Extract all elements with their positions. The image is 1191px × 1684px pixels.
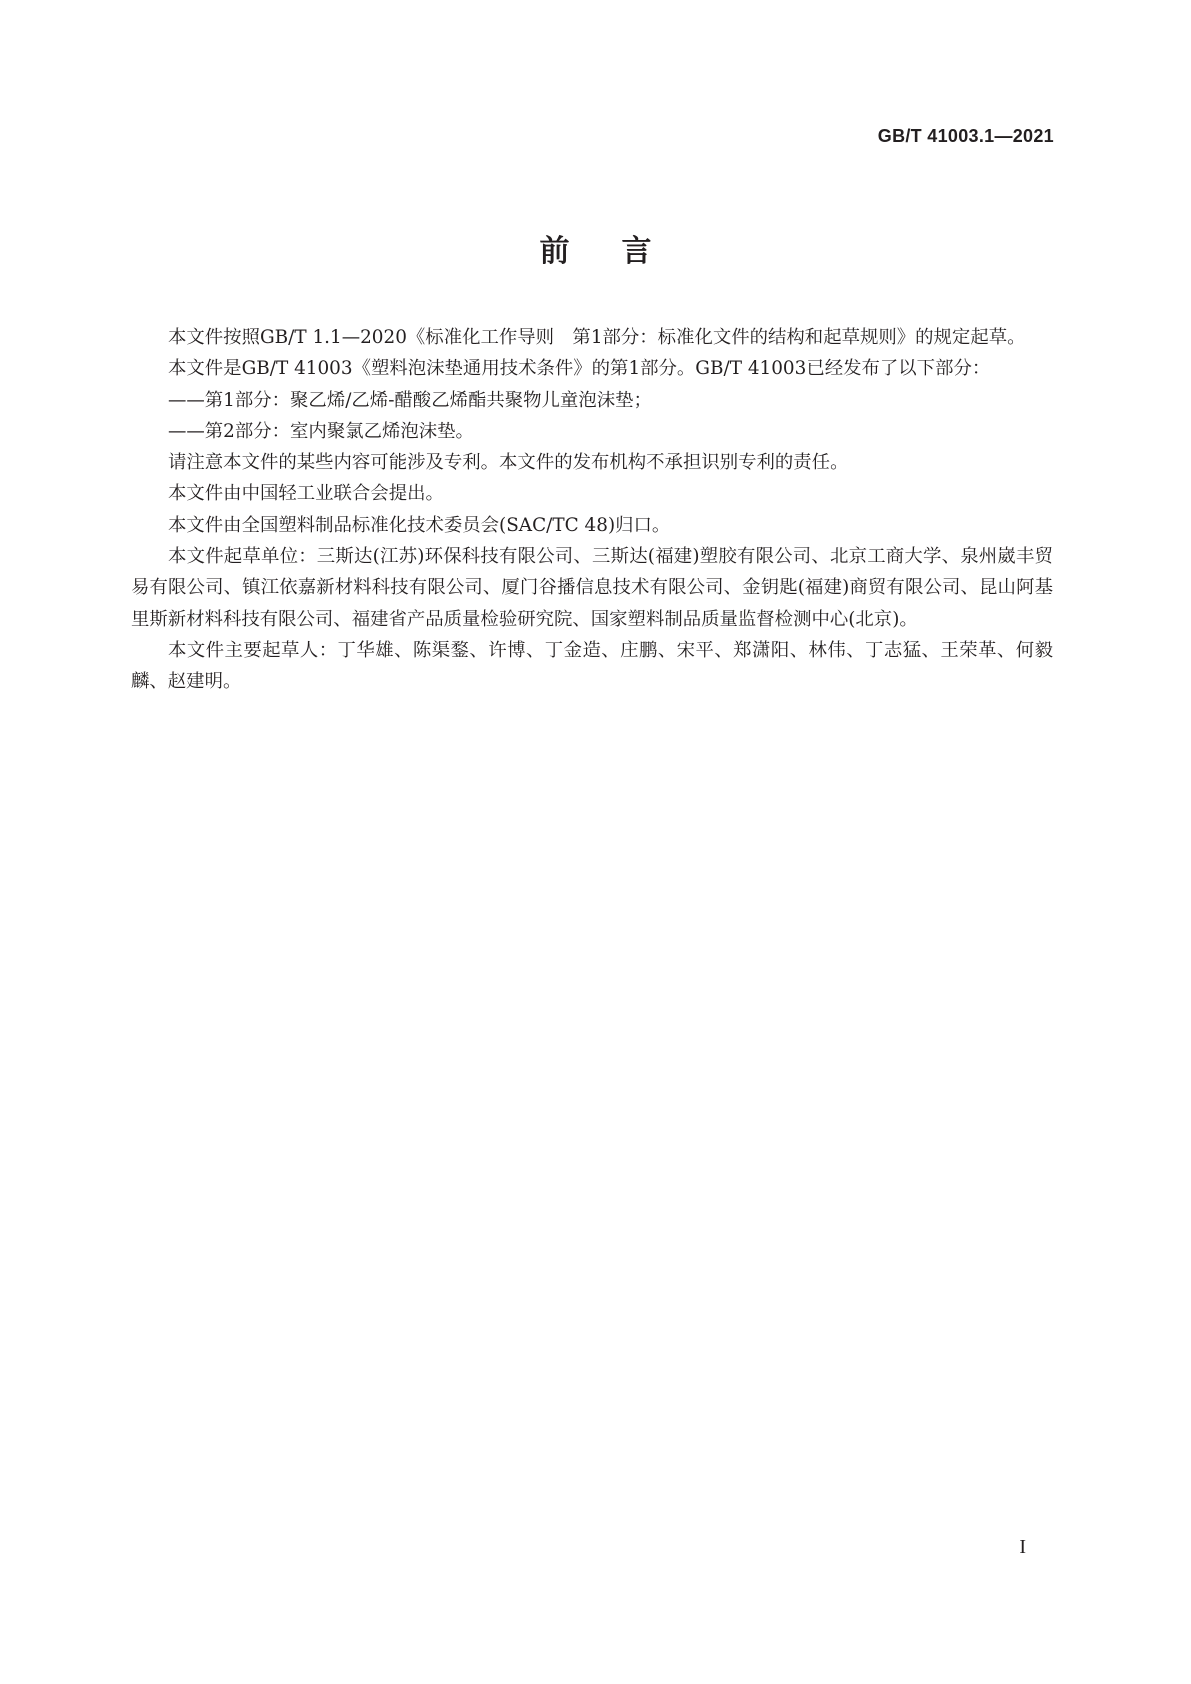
list-item-part-1: ——第1部分：聚乙烯/乙烯-醋酸乙烯酯共聚物儿童泡沫垫； <box>168 389 652 411</box>
paragraph-proposer: 本文件由中国轻工业联合会提出。 <box>168 483 444 505</box>
page-number: I <box>1019 1536 1026 1558</box>
page-title: 前言 <box>539 234 704 269</box>
paragraph-patent-notice: 请注意本文件的某些内容可能涉及专利。本文件的发布机构不承担识别专利的责任。 <box>168 452 849 474</box>
paragraph-drafters: 本文件主要起草人：丁华雄、陈渠鍪、许博、丁金造、庄鹏、宋平、郑潇阳、林伟、丁志猛、王荣革、何毅麟、赵建明。 <box>131 639 1053 693</box>
list-item-part-2: ——第2部分：室内聚氯乙烯泡沫垫。 <box>168 420 474 442</box>
paragraph-committee: 本文件由全国塑料制品标准化技术委员会(SAC/TC 48)归口。 <box>168 514 671 536</box>
foreword-body <box>131 322 1053 698</box>
paragraph-series-parts: 本文件是GB/T 41003《塑料泡沫垫通用技术条件》的第1部分。GB/T 41003已经发布了以下部分： <box>168 358 991 380</box>
paragraph-drafting-units: 本文件起草单位：三斯达(江苏)环保科技有限公司、三斯达(福建)塑胶有限公司、北京工商大学、泉州崴丰贸易有限公司、镇江依嘉新材料科技有限公司、厦门谷播信息技术有限公司、金钥匙(福建)商贸有限公司、昆山阿基里斯新材料科技有限公司、福建省产品质量检验研究院、国家塑料制品质量监督检测中心(北京)。 <box>131 546 1053 630</box>
standard-code-header: GB/T 41003.1—2021 <box>877 126 1054 146</box>
paragraph-drafting-rules: 本文件按照GB/T 1.1—2020《标准化工作导则 第1部分：标准化文件的结构和起草规则》的规定起草。 <box>168 327 1026 348</box>
